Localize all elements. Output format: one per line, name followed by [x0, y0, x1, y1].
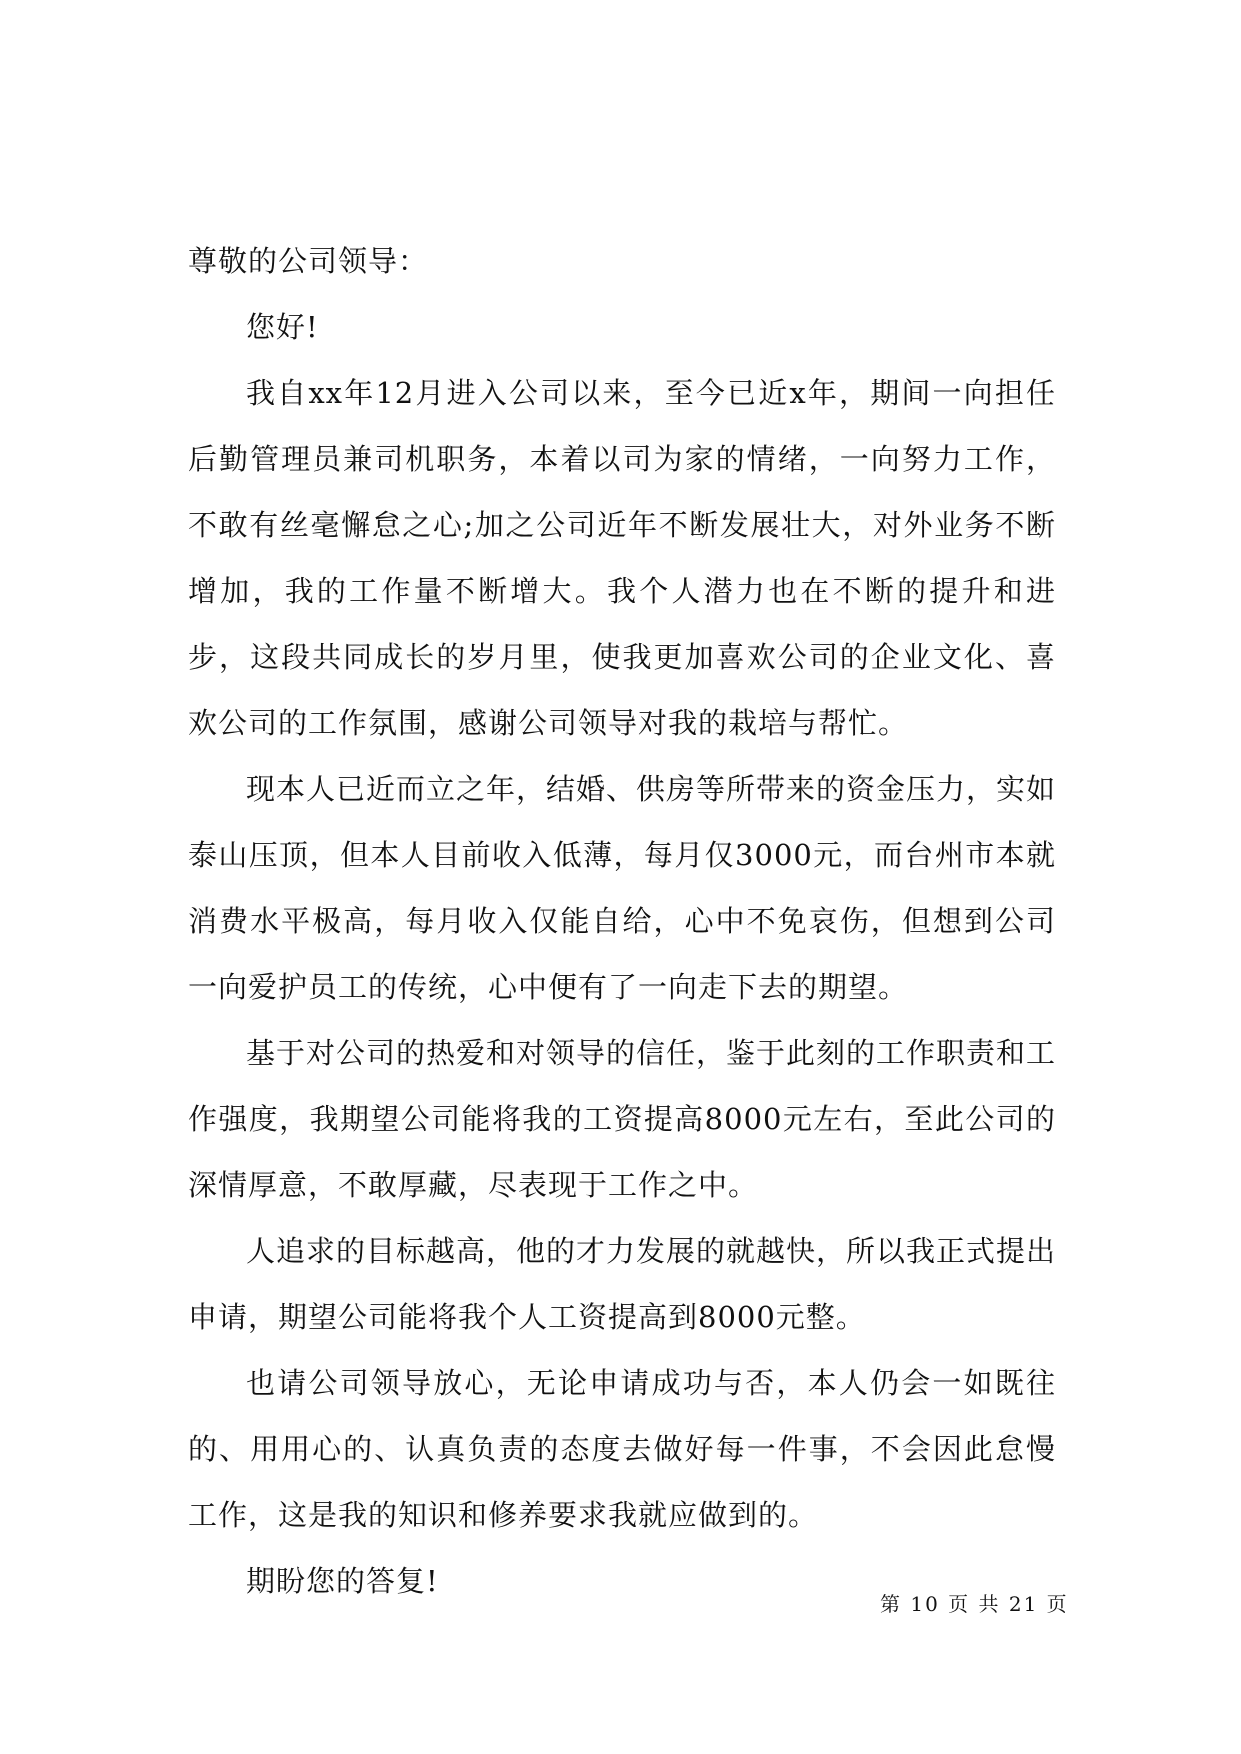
greeting: 您好!: [246, 310, 319, 344]
salutation: 尊敬的公司领导：: [188, 244, 429, 278]
paragraph-4: 人追求的目标越高，他的才力发展的就越快，所以我正式提出申请，期望公司能将我个人工资提高到8000元整。: [188, 1234, 1057, 1334]
letter-body: [188, 228, 1056, 1614]
paragraph-3: 基于对公司的热爱和对领导的信任，鉴于此刻的工作职责和工作强度，我期望公司能将我的工资提高8000元左右，至此公司的深情厚意，不敢厚藏，尽表现于工作之中。: [188, 1036, 1057, 1202]
closing: 期盼您的答复!: [246, 1564, 439, 1598]
paragraph-5: 也请公司领导放心，无论申请成功与否，本人仍会一如既往的、用用心的、认真负责的态度去做好每一件事，不会因此怠慢工作，这是我的知识和修养要求我就应做到的。: [188, 1366, 1056, 1532]
paragraph-1: 我自xx年12月进入公司以来，至今已近x年，期间一向担任后勤管理员兼司机职务，本着以司为家的情绪，一向努力工作，不敢有丝毫懈怠之心;加之公司近年不断发展壮大，对外业务不断增加，我的工作量不断增大。我个人潜力也在不断的提升和进步，这段共同成长的岁月里，使我更加喜欢公司的企业文化、喜欢公司的工作氛围，感谢公司领导对我的栽培与帮忙。: [188, 376, 1056, 740]
page-number: 第 10 页 共 21 页: [880, 1592, 1069, 1616]
paragraph-2: 现本人已近而立之年，结婚、供房等所带来的资金压力，实如泰山压顶，但本人目前收入低薄，每月仅3000元，而台州市本就消费水平极高，每月收入仅能自给，心中不免哀伤，但想到公司一向爱护员工的传统，心中便有了一向走下去的期望。: [188, 772, 1057, 1004]
